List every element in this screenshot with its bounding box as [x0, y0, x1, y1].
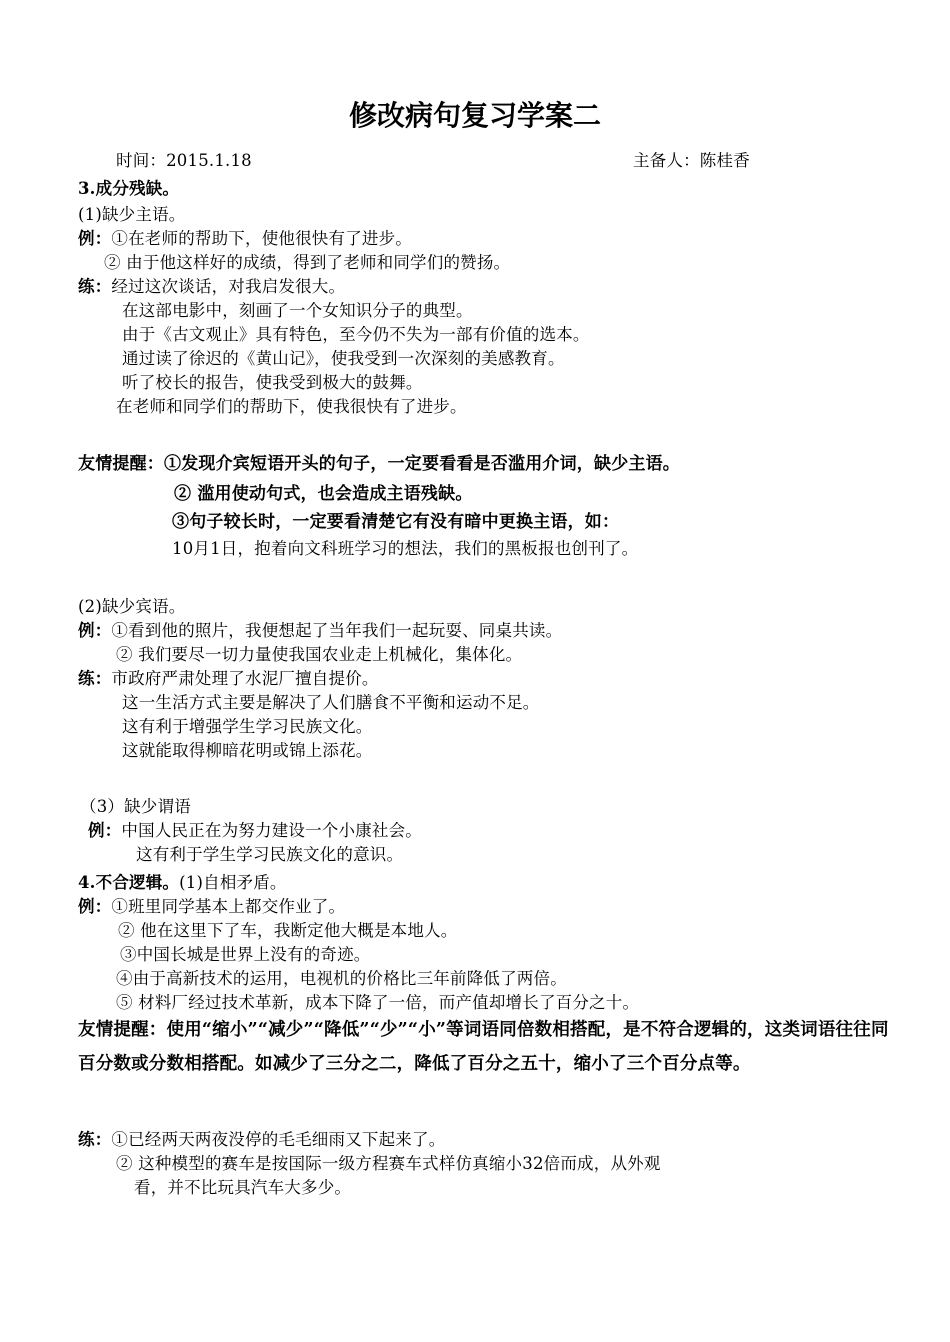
practice-label: 练：	[78, 1130, 112, 1149]
example-label: 例：	[88, 821, 122, 840]
subsection-heading: (1)自相矛盾。	[179, 873, 287, 892]
example-line: ② 他在这里下了车，我断定他大概是本地人。	[118, 921, 458, 940]
example-line	[88, 820, 422, 842]
practice-line: ② 这种模型的赛车是按国际一级方程赛车式样仿真缩小32倍而成，从外观	[116, 1154, 661, 1173]
practice-line: 这有利于增强学生学习民族文化。	[122, 717, 373, 736]
section-3-heading: 3.成分残缺。	[78, 179, 180, 198]
practice-line	[78, 276, 345, 298]
practice-line: 在老师和同学们的帮助下，使我很快有了进步。	[116, 397, 467, 416]
example-line: ④由于高新技术的运用，电视机的价格比三年前降低了两倍。	[116, 969, 567, 988]
example-label: 例：	[78, 229, 112, 248]
section-4-heading-line	[78, 872, 287, 894]
practice-line: 在这部电影中，刻画了一个女知识分子的典型。	[122, 301, 473, 320]
practice-label: 练：	[78, 277, 112, 296]
practice-line: 听了校长的报告，使我受到极大的鼓舞。	[122, 373, 423, 392]
practice-text: 市政府严肃处理了水泥厂擅自提价。	[111, 669, 379, 688]
example-line: 这有利于学生学习民族文化的意识。	[136, 845, 404, 864]
tip-label: 友情提醒：	[78, 454, 164, 474]
example-line	[78, 620, 562, 642]
practice-text: ①已经两天两夜没停的毛毛细雨又下起来了。	[111, 1130, 446, 1149]
subsection-heading: (1)缺少主语。	[78, 205, 186, 224]
tip-text: ①发现介宾短语开头的句子，一定要看看是否滥用介词，缺少主语。	[164, 454, 680, 474]
practice-line: 通过读了徐迟的《黄山记》，使我受到一次深刻的美感教育。	[122, 349, 565, 368]
example-line: ③中国长城是世界上没有的奇迹。	[120, 945, 371, 964]
practice-text: 经过这次谈话，对我启发很大。	[111, 277, 346, 296]
author-line: 主备人：陈桂香	[633, 151, 750, 170]
example-line	[78, 896, 345, 918]
example-label: 例：	[78, 897, 112, 916]
example-text: ①看到他的照片，我便想起了当年我们一起玩耍、同桌共读。	[111, 621, 563, 640]
practice-label: 练：	[78, 669, 112, 688]
example-text: 中国人民正在为努力建设一个小康社会。	[121, 821, 423, 840]
practice-line: 这一生活方式主要是解决了人们膳食不平衡和运动不足。	[122, 693, 540, 712]
practice-line: 这就能取得柳暗花明或锦上添花。	[122, 741, 373, 760]
subsection-heading: （3）缺少谓语	[80, 797, 191, 816]
tip-line: ③句子较长时，一定要看清楚它有没有暗中更换主语，如：	[172, 512, 620, 532]
page-title: 修改病句复习学案二	[348, 99, 601, 132]
example-text: ①班里同学基本上都交作业了。	[111, 897, 346, 916]
subsection-heading: (2)缺少宾语。	[78, 597, 186, 616]
date-line: 时间：2015.1.18	[116, 151, 252, 170]
example-line: ⑤ 材料厂经过技术革新，成本下降了一倍，而产值却增长了百分之十。	[116, 993, 640, 1012]
example-label: 例：	[78, 621, 112, 640]
practice-line	[78, 1129, 445, 1151]
example-text: ①在老师的帮助下，使他很快有了进步。	[111, 229, 413, 248]
practice-line: 由于《古文观止》具有特色，至今仍不失为一部有价值的选本。	[122, 325, 590, 344]
practice-line	[78, 668, 379, 690]
example-line	[78, 228, 412, 250]
tip-line	[78, 453, 680, 475]
practice-line: 看，并不比玩具汽车大多少。	[134, 1178, 352, 1197]
tip-line: ② 滥用使动句式，也会造成主语残缺。	[174, 484, 473, 504]
example-line: ② 我们要尽一切力量使我国农业走上机械化，集体化。	[116, 645, 523, 664]
tip-example: 10月1日，抱着向文科班学习的想法，我们的黑板报也创刊了。	[172, 539, 639, 558]
logic-tip: 友情提醒：使用“缩小”“减少”“降低”“少”“小”等词语同倍数相搭配，是不符合逻辑的，这类词语往往同百分数或分数相搭配。如减少了三分之二，降低了百分之五十，缩小了三个百分点等。	[78, 1020, 889, 1074]
section-4-heading: 4.不合逻辑。	[78, 873, 180, 892]
example-line: ② 由于他这样好的成绩，得到了老师和同学们的赞扬。	[104, 253, 511, 272]
